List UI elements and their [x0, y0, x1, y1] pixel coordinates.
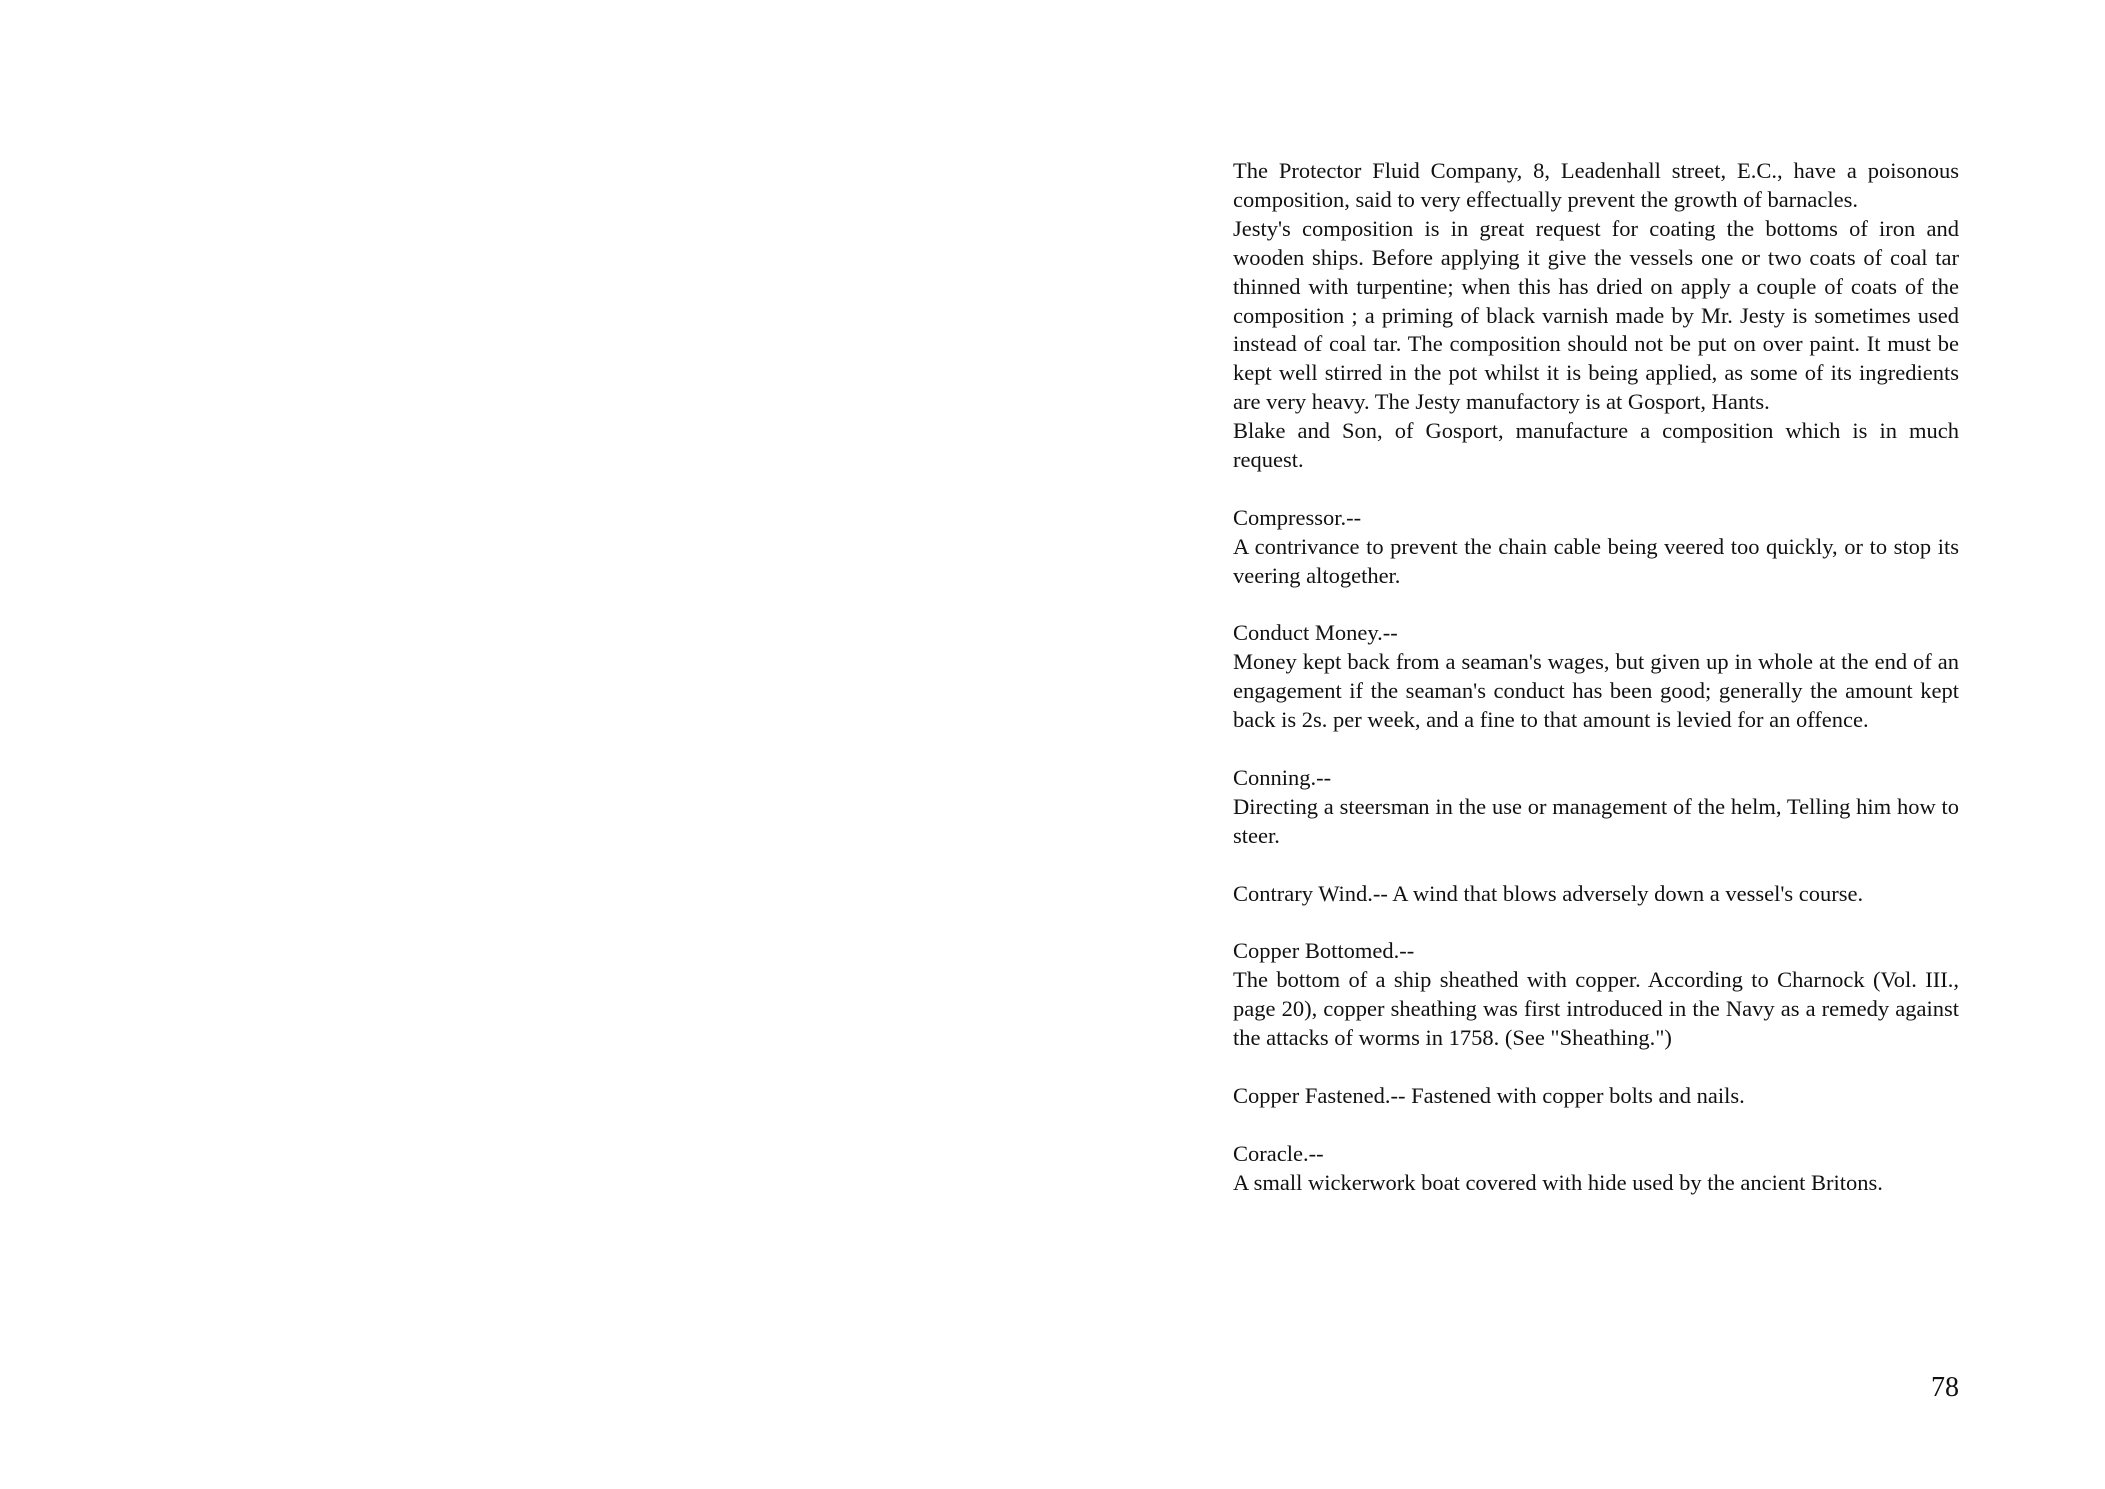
entry-definition: The bottom of a ship sheathed with copper. According to Charnock (Vol. III., page 20), copper sheathing was first introduced in the Navy as a remedy against the attacks of worms in 1758. (See "Sheathing.") [1233, 967, 1959, 1051]
entry-term: Contrary Wind.-- A wind that blows adversely down a vessel's course. [1233, 880, 1864, 906]
glossary-entry-conning [1233, 764, 1959, 851]
entry-term: Copper Bottomed.-- [1233, 938, 1415, 964]
entry-definition: A contrivance to prevent the chain cable being veered too quickly, or to stop its veering altogether. [1233, 533, 1959, 588]
glossary-entry-compressor [1233, 504, 1959, 591]
entry-term: Compressor.-- [1233, 504, 1362, 530]
intro-paragraph: Jesty's composition is in great request for coating the bottoms of iron and wooden ships. Before applying it give the vessels one or two coats of coal tar thinned with turpentine; when this has dried on apply a couple of coats of the composition ; a priming of black varnish made by Mr. Jesty is sometimes used instead of coal tar. The composition should not be put on over paint. It must be kept well stirred in the pot whilst it is being applied, as some of its ingredients are very heavy. The Jesty manufactory is at Gosport, Hants. [1233, 215, 1959, 415]
entry-term: Copper Fastened.-- Fastened with copper bolts and nails. [1233, 1082, 1745, 1108]
entry-definition: A small wickerwork boat covered with hide used by the ancient Britons. [1233, 1169, 1883, 1195]
intro-paragraph: The Protector Fluid Company, 8, Leadenhall street, E.C., have a poisonous composition, said to very effectually prevent the growth of barnacles. [1233, 158, 1959, 212]
glossary-entry-conduct-money [1233, 619, 1959, 735]
entry-term: Coracle.-- [1233, 1140, 1324, 1166]
entry-term: Conduct Money.-- [1233, 620, 1398, 646]
intro-paragraph: Blake and Son, of Gosport, manufacture a composition which is in much request. [1233, 418, 1959, 473]
entry-definition: Directing a steersman in the use or management of the helm, Telling him how to steer. [1233, 793, 1959, 848]
entry-term: Conning.-- [1233, 764, 1332, 790]
right-page [1052, 0, 2105, 1489]
entry-definition: Money kept back from a seaman's wages, but given up in whole at the end of an engagement if the seaman's conduct has been good; generally the amount kept back is 2s. per week, and a fine to that amount is levied for an offence. [1233, 649, 1959, 733]
text-column [1233, 157, 1959, 1198]
glossary-entry-contrary-wind [1233, 880, 1959, 909]
page-number: 78 [1931, 1372, 1959, 1403]
glossary-entry-coracle [1233, 1140, 1959, 1198]
glossary-entry-copper-bottomed [1233, 937, 1959, 1053]
glossary-entry-copper-fastened [1233, 1082, 1959, 1111]
left-page-blank [0, 0, 1052, 1489]
